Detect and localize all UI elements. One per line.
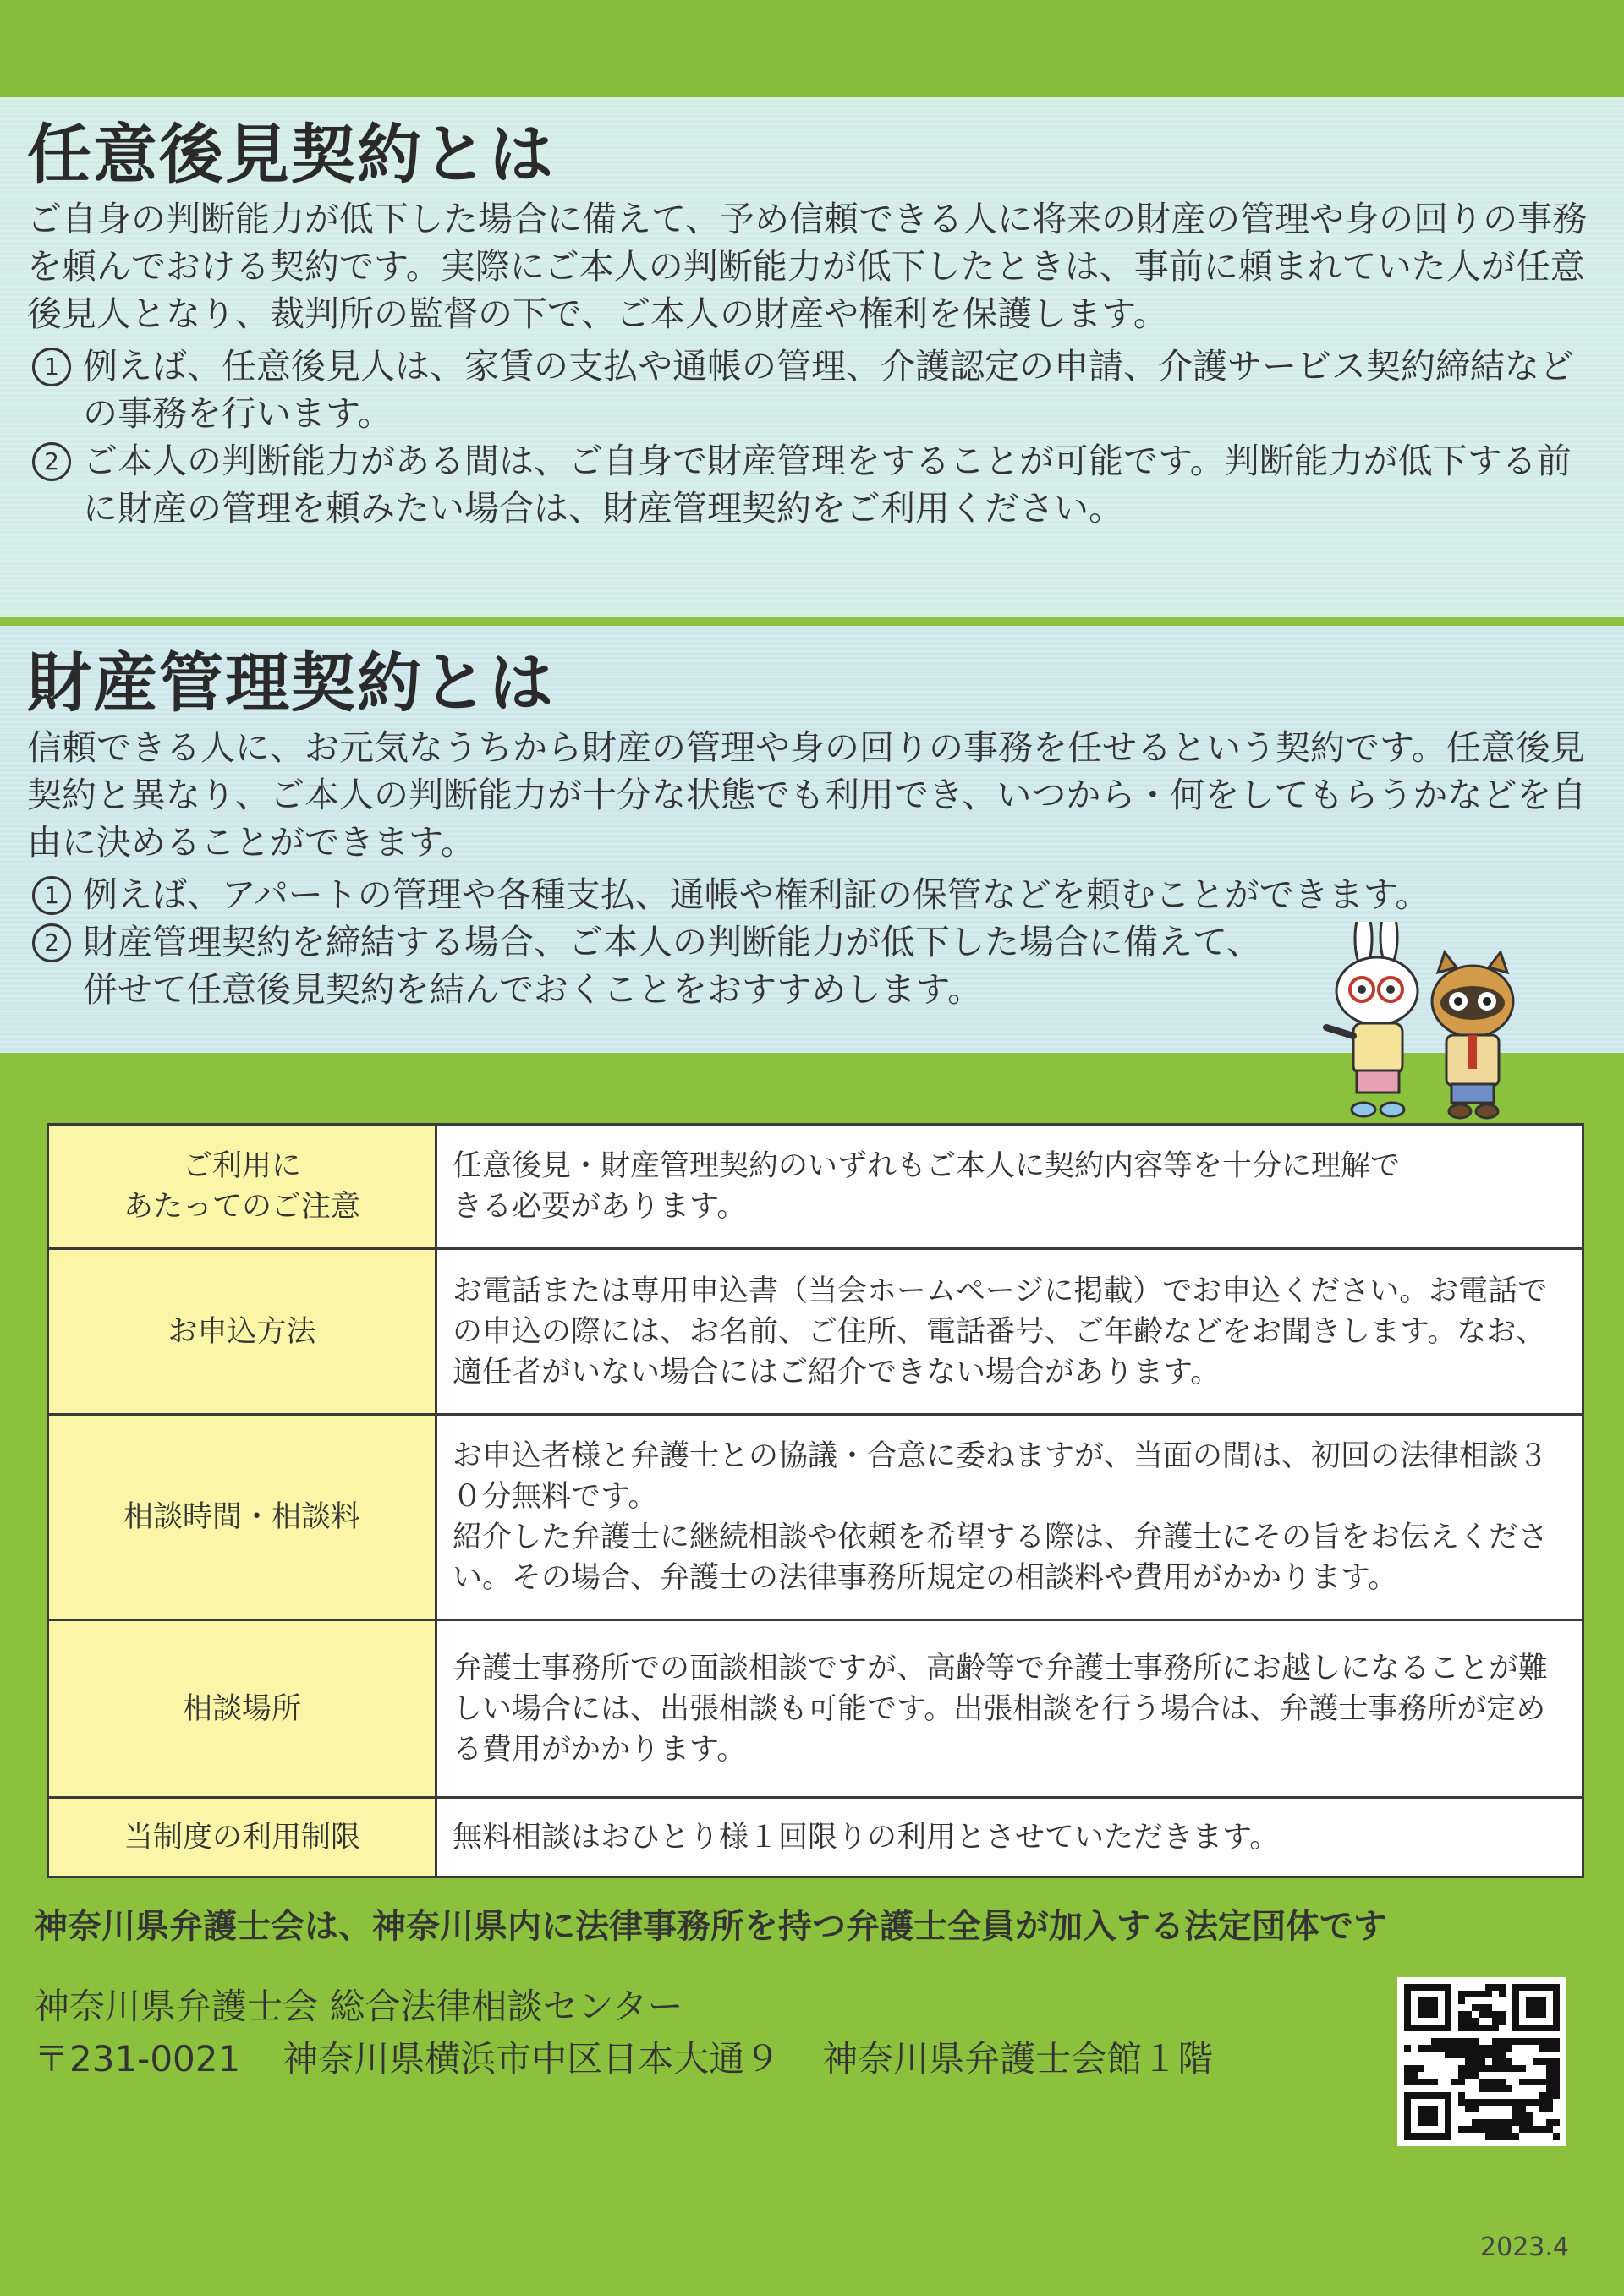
table-row-body <box>436 1415 1583 1620</box>
section-title: 財産管理契約とは <box>27 645 555 721</box>
table-row-body: 無料相談はおひとり様１回限りの利用とさせていただきます。 <box>436 1798 1583 1877</box>
list-item <box>27 437 1599 532</box>
header-line: ご利用に <box>182 1149 301 1183</box>
section-title: 任意後見契約とは <box>27 117 555 192</box>
address <box>34 2031 1255 2082</box>
qr-code-icon[interactable] <box>1397 1977 1566 2146</box>
table-row-body: 任意後見・財産管理契約のいずれもご本人に契約内容等を十分に理解できる必要があります。 <box>436 1125 1583 1249</box>
top-band <box>0 0 1624 97</box>
center-name: 神奈川県弁護士会 総合法律相談センター <box>34 1986 683 2027</box>
building-name: 神奈川県弁護士会館１階 <box>822 2038 1214 2080</box>
section-lead: ご自身の判断能力が低下した場合に備えて、予め信頼できる人に将来の財産の管理や身の回りの事務を頼んでおける契約です。実際にご本人の判断能力が低下したときは、事前に頼まれていた人が任意後見人となり、裁判所の監督の下で、ご本人の財産や権利を保護します。 <box>27 198 1588 334</box>
section-nin-i-kouken <box>0 97 1624 617</box>
table-row <box>48 1125 1583 1249</box>
list-item-text: ご本人の判断能力がある間は、ご自身で財産管理をすることが可能です。判断能力が低下する前に財産の管理を頼みたい場合は、財産管理契約をご利用ください。 <box>83 440 1572 529</box>
qr-code-graphic <box>1404 1984 1560 2140</box>
rabbit-mascot-icon <box>1326 922 1418 1116</box>
circled-number-icon: 1 <box>32 348 71 386</box>
circled-number-icon: 2 <box>32 923 71 962</box>
info-table <box>47 1123 1584 1878</box>
table-row-header: 相談場所 <box>48 1620 436 1798</box>
table-row <box>48 1249 1583 1415</box>
table-row-header: 当制度の利用制限 <box>48 1798 436 1877</box>
item-list <box>27 342 1599 532</box>
body-paragraph: お申込者様と弁護士との協議・合意に委ねますが、当面の間は、初回の法律相談３０分無料です。 <box>453 1439 1549 1514</box>
table-row-header <box>48 1125 436 1249</box>
list-item-text: 例えば、アパートの管理や各種支払、通帳や権利証の保管などを頼むことができます。 <box>83 874 1430 915</box>
table-row <box>48 1415 1583 1620</box>
header-line: あたってのご注意 <box>123 1190 360 1224</box>
postal-code: 〒231-0021 <box>34 2038 241 2080</box>
list-item <box>27 871 1599 918</box>
circled-number-icon: 2 <box>32 442 71 481</box>
circled-number-icon: 1 <box>32 876 71 915</box>
table-row <box>48 1620 1583 1798</box>
list-item <box>27 342 1599 437</box>
issue-date: 2023.4 <box>1480 2233 1569 2262</box>
list-item <box>27 918 1267 1013</box>
raccoon-mascot-icon <box>1432 952 1513 1118</box>
list-item-text: 財産管理契約を締結する場合、ご本人の判断能力が低下した場合に備えて、併せて任意後見契約を結んでおくことをおすすめします。 <box>83 921 1262 1010</box>
table-row <box>48 1798 1583 1877</box>
address-line: 神奈川県横浜市中区日本大通９ <box>283 2038 781 2080</box>
section-lead: 信頼できる人に、お元気なうちから財産の管理や身の回りの事務を任せるという契約です。任意後見契約と異なり、ご本人の判断能力が十分な状態でも利用でき、いつから・何をしてもらうかなどを自由に決めることができます。 <box>27 726 1587 863</box>
table-row-header: お申込方法 <box>48 1249 436 1415</box>
org-statement: 神奈川県弁護士会は、神奈川県内に法律事務所を持つ弁護士全員が加入する法定団体です <box>34 1907 1387 1946</box>
body-paragraph: 紹介した弁護士に継続相談や依頼を希望する際は、弁護士にその旨をお伝えください。その場合、弁護士の法律事務所規定の相談料や費用がかかります。 <box>453 1521 1549 1595</box>
list-item-text: 例えば、任意後見人は、家賃の支払や通帳の管理、介護認定の申請、介護サービス契約締結などの事務を行います。 <box>83 345 1574 434</box>
table-row-header: 相談時間・相談料 <box>48 1415 436 1620</box>
table-row-body: 弁護士事務所での面談相談ですが、高齢等で弁護士事務所にお越しになることが難しい場合には、出張相談も可能です。出張相談を行う場合は、弁護士事務所が定める費用がかかります。 <box>436 1620 1583 1798</box>
mascots-illustration <box>1320 922 1539 1125</box>
table-row-body: お電話または専用申込書（当会ホームページに掲載）でお申込ください。お電話での申込の際には、お名前、ご住所、電話番号、ご年齢などをお聞きします。なお、適任者がいない場合にはご紹介できない場合があります。 <box>436 1249 1583 1415</box>
